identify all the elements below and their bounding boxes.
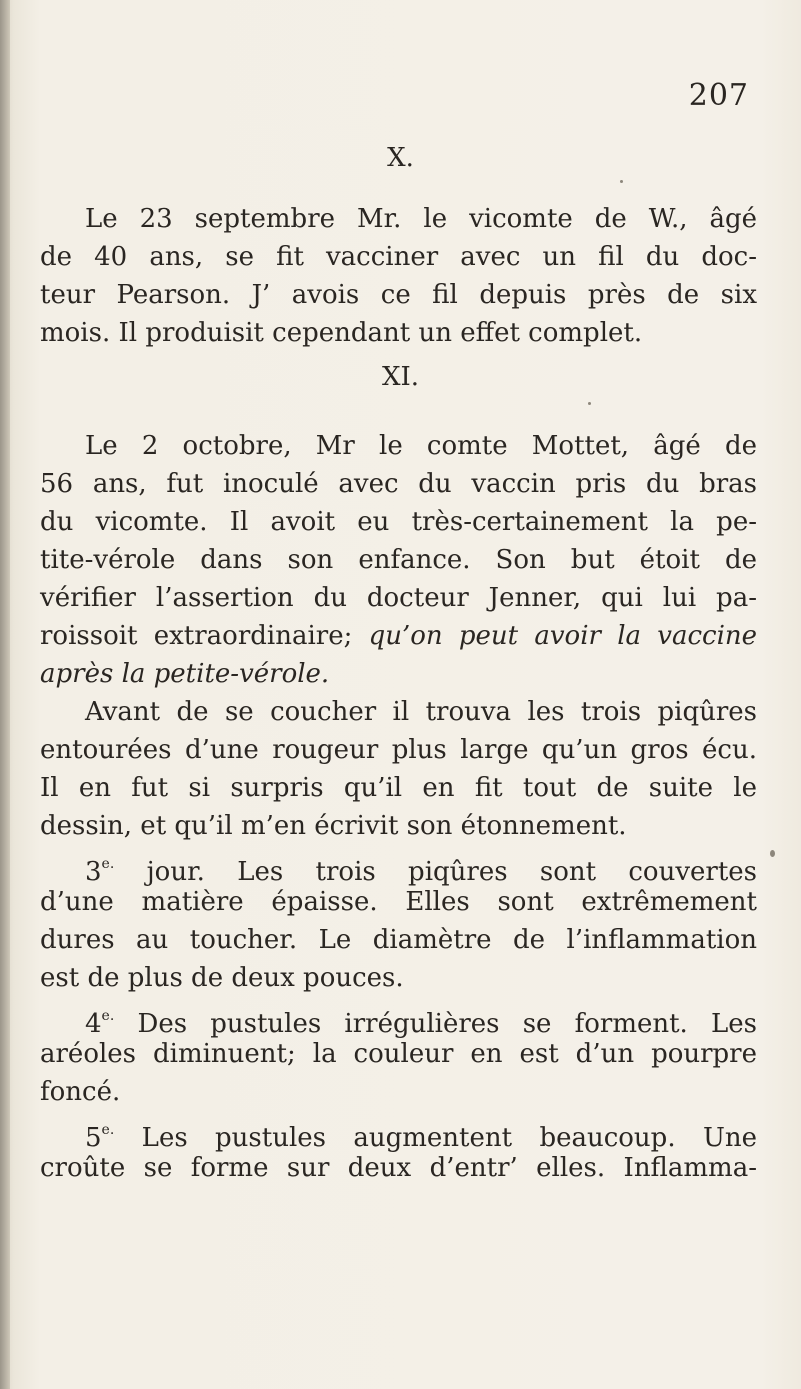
italic-quote: après la petite-vérole. xyxy=(40,659,330,689)
paragraph-xi xyxy=(40,427,757,1187)
ordinal-suffix: e. xyxy=(101,1008,115,1024)
text-line xyxy=(40,617,757,655)
text-line: tite-vérole dans son enfance. Son but étoit de xyxy=(40,545,757,575)
text-line: entourées d’une rougeur plus large qu’un gros écu. xyxy=(40,735,757,765)
text-line: vérifier l’assertion du docteur Jenner, qui lui pa- xyxy=(40,583,757,613)
text-line: mois. Il produisit cependant un effet complet. xyxy=(40,318,643,348)
text-line: dessin, et qu’il m’en écrivit son étonnement. xyxy=(40,811,627,841)
page-gutter xyxy=(0,0,10,1389)
text-line: Le 23 septembre Mr. le vicomte de W., âgé xyxy=(85,204,757,234)
paper-speck xyxy=(620,180,623,183)
italic-quote: qu’on peut avoir la vaccine xyxy=(368,621,758,651)
day-number: 4 xyxy=(85,1009,102,1039)
text-line: croûte se forme sur deux d’entr’ elles. Inflamma- xyxy=(40,1153,757,1183)
text-span: Des pustules irrégulières se forment. Les xyxy=(137,1009,758,1039)
text-line: du vicomte. Il avoit eu très-certainement la pe- xyxy=(40,507,757,537)
text-line: Il en fut si surpris qu’il en fit tout de suite le xyxy=(40,773,757,803)
text-span: Les pustules augmentent beaucoup. Une xyxy=(141,1123,758,1153)
text-line xyxy=(40,655,757,693)
text-line: dures au toucher. Le diamètre de l’inflammation xyxy=(40,925,757,955)
day-number: 3 xyxy=(85,857,102,887)
text-line: Le 2 octobre, Mr le comte Mottet, âgé de xyxy=(85,431,757,461)
section-heading-xi: XI. xyxy=(381,362,420,392)
page-number: 207 xyxy=(688,78,749,113)
text-span: roissoit extraordinaire; xyxy=(40,621,353,651)
text-span: jour. Les trois piqûres sont couvertes xyxy=(146,857,758,887)
text-line: 56 ans, fut inoculé avec du vaccin pris du bras xyxy=(40,469,757,499)
ordinal-suffix: e. xyxy=(101,1122,115,1138)
text-line: foncé. xyxy=(40,1077,121,1107)
text-line: aréoles diminuent; la couleur en est d’un pourpre xyxy=(40,1039,757,1069)
paragraph-x xyxy=(40,200,757,352)
day-number: 5 xyxy=(85,1123,102,1153)
text-line xyxy=(40,845,758,887)
text-line xyxy=(40,997,758,1039)
text-line: Avant de se coucher il trouva les trois piqûres xyxy=(85,697,757,727)
text-line: de 40 ans, se fit vacciner avec un fil du doc- xyxy=(40,242,757,272)
ordinal-suffix: e. xyxy=(101,856,115,872)
paper-speck xyxy=(588,402,591,405)
text-line: d’une matière épaisse. Elles sont extrêmement xyxy=(40,887,757,917)
text-line xyxy=(40,1111,758,1153)
paper-speck xyxy=(770,850,775,857)
text-line: est de plus de deux pouces. xyxy=(40,963,404,993)
text-line: teur Pearson. J’ avois ce fil depuis près de six xyxy=(40,280,757,310)
section-heading-x: X. xyxy=(387,143,414,173)
